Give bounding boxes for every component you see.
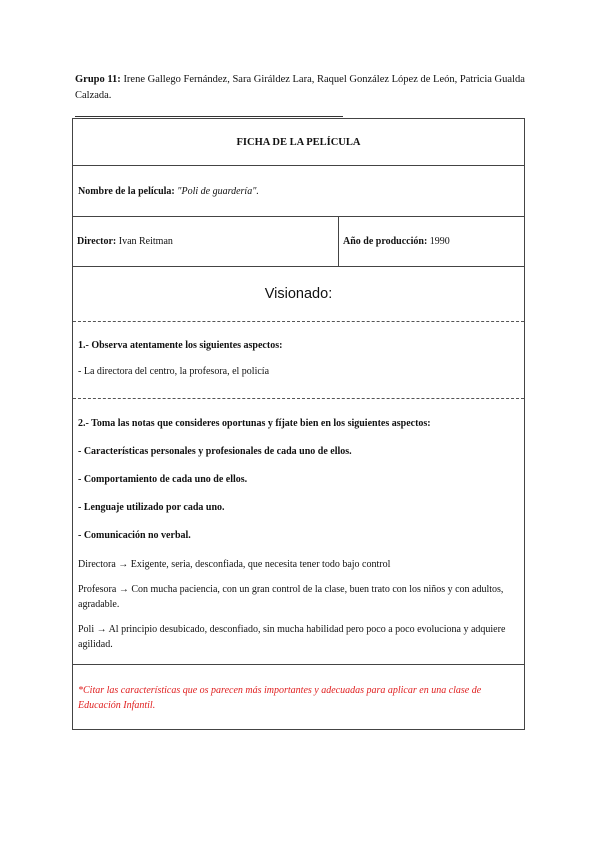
- film-name-label: Nombre de la película:: [78, 185, 175, 197]
- group-members: Irene Gallego Fernández, Sara Giráldez Lara, Raquel González López de León, Patricia Gualda Calzada.: [75, 74, 525, 101]
- question-2: [73, 399, 524, 665]
- section-heading: Visionado:: [73, 267, 524, 322]
- director-year-row: [73, 217, 524, 267]
- q2-bullet: - Comportamiento de cada uno de ellos.: [78, 474, 248, 485]
- director-label: Director:: [77, 236, 117, 247]
- sheet-title: FICHA DE LA PELÍCULA: [73, 119, 524, 166]
- director-cell: [73, 217, 339, 266]
- film-sheet: [72, 118, 525, 730]
- divider: [75, 116, 343, 117]
- group-header: [75, 72, 530, 104]
- year-label: Año de producción:: [343, 236, 428, 247]
- q2-bullet: - Características personales y profesionales de cada uno de ellos.: [78, 446, 352, 457]
- group-label: Grupo 11:: [75, 74, 121, 85]
- note-directora: Directora → Exigente, seria, desconfiada, que necesita tener todo bajo control: [78, 559, 391, 570]
- red-instruction: *Citar las características que os parecen más importantes y adecuadas para aplicar en una clase de Educación Infantil.: [73, 665, 524, 730]
- q1-text: - La directora del centro, la profesora, el policía: [78, 366, 270, 377]
- q2-bullet: - Comunicación no verbal.: [78, 530, 191, 541]
- film-name-value: "Poli de guardería".: [177, 185, 259, 197]
- note-poli: Poli → Al principio desubicado, desconfiado, sin mucha habilidad pero poco a poco evoluciona y adquiere agilidad.: [78, 624, 506, 650]
- year-value: 1990: [429, 236, 450, 247]
- q2-heading: 2.- Toma las notas que consideres oportunas y fíjate bien en los siguientes aspectos:: [78, 418, 431, 429]
- director-value: Ivan Reitman: [118, 236, 173, 247]
- q1-heading: 1.- Observa atentamente los siguientes aspectos:: [78, 340, 283, 351]
- question-1: [73, 322, 524, 399]
- note-profesora: Profesora → Con mucha paciencia, con un gran control de la clase, buen trato con los niños y con adultos, agradable.: [78, 584, 504, 610]
- film-name-row: [73, 166, 524, 217]
- year-cell: [339, 217, 524, 266]
- q2-bullet: - Lenguaje utilizado por cada uno.: [78, 502, 225, 513]
